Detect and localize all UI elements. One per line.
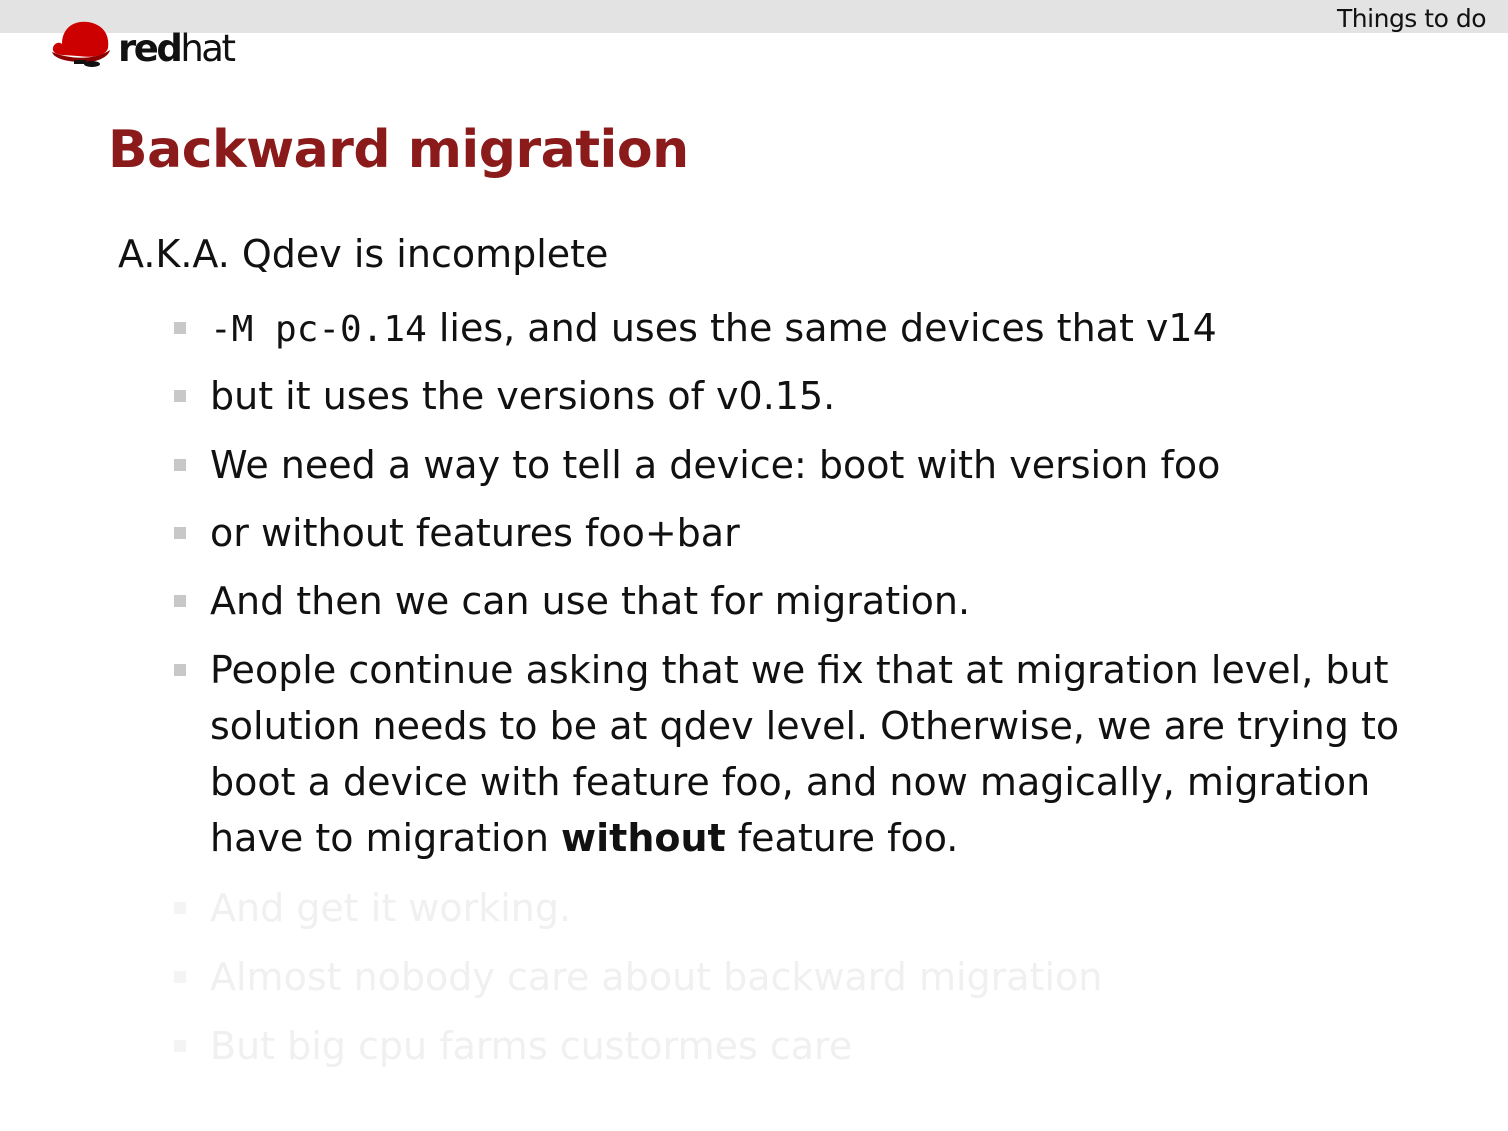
bullet-item: [210, 573, 1410, 629]
bullet-text: And then we can use that for migration.: [210, 579, 971, 623]
bullet-item: [210, 437, 1410, 493]
redhat-shadowman-icon: [48, 18, 114, 68]
bullet-text: But big cpu farms custormes care: [210, 1024, 853, 1068]
bullet-item-hidden: [210, 949, 1410, 1005]
redhat-logo: [48, 18, 238, 76]
bullet-text: People continue asking that we fix that at migration level, but solution needs to be at qdev level. Otherwise, we are trying to boot a device with feature foo, and now magically, migration have to migration: [210, 648, 1400, 860]
bullet-item: [210, 505, 1410, 561]
bullet-text: feature foo.: [725, 816, 959, 860]
slide-intro: A.K.A. Qdev is incomplete: [118, 232, 609, 276]
bullet-item: [210, 300, 1410, 358]
bullet-item: [210, 368, 1410, 424]
bullet-marker: [174, 971, 186, 983]
slide-title: Backward migration: [108, 120, 689, 180]
emphasis-text: without: [561, 816, 726, 860]
bullet-text: Almost nobody care about backward migration: [210, 955, 1103, 999]
bullet-text: We need a way to tell a device: boot with version foo: [210, 443, 1221, 487]
bullet-text: but it uses the versions of v0.15.: [210, 374, 836, 418]
section-label: Things to do: [1337, 4, 1486, 33]
bullet-marker: [174, 527, 186, 539]
bullet-text: And get it working.: [210, 886, 572, 930]
bullet-marker: [174, 459, 186, 471]
bullet-marker: [174, 1040, 186, 1052]
bullet-item-hidden: [210, 1018, 1410, 1074]
redhat-wordmark: redhat: [118, 27, 234, 70]
bullet-item-hidden: [210, 880, 1410, 936]
bullet-marker: [174, 595, 186, 607]
bullet-text: lies, and uses the same devices that v14: [426, 306, 1217, 350]
bullet-marker: [174, 664, 186, 676]
bullet-marker: [174, 322, 186, 334]
bullet-marker: [174, 902, 186, 914]
bullet-item: [210, 642, 1400, 866]
bullet-text: or without features foo+bar: [210, 511, 740, 555]
code-snippet: -M pc-0.14: [210, 309, 427, 350]
bullet-marker: [174, 390, 186, 402]
